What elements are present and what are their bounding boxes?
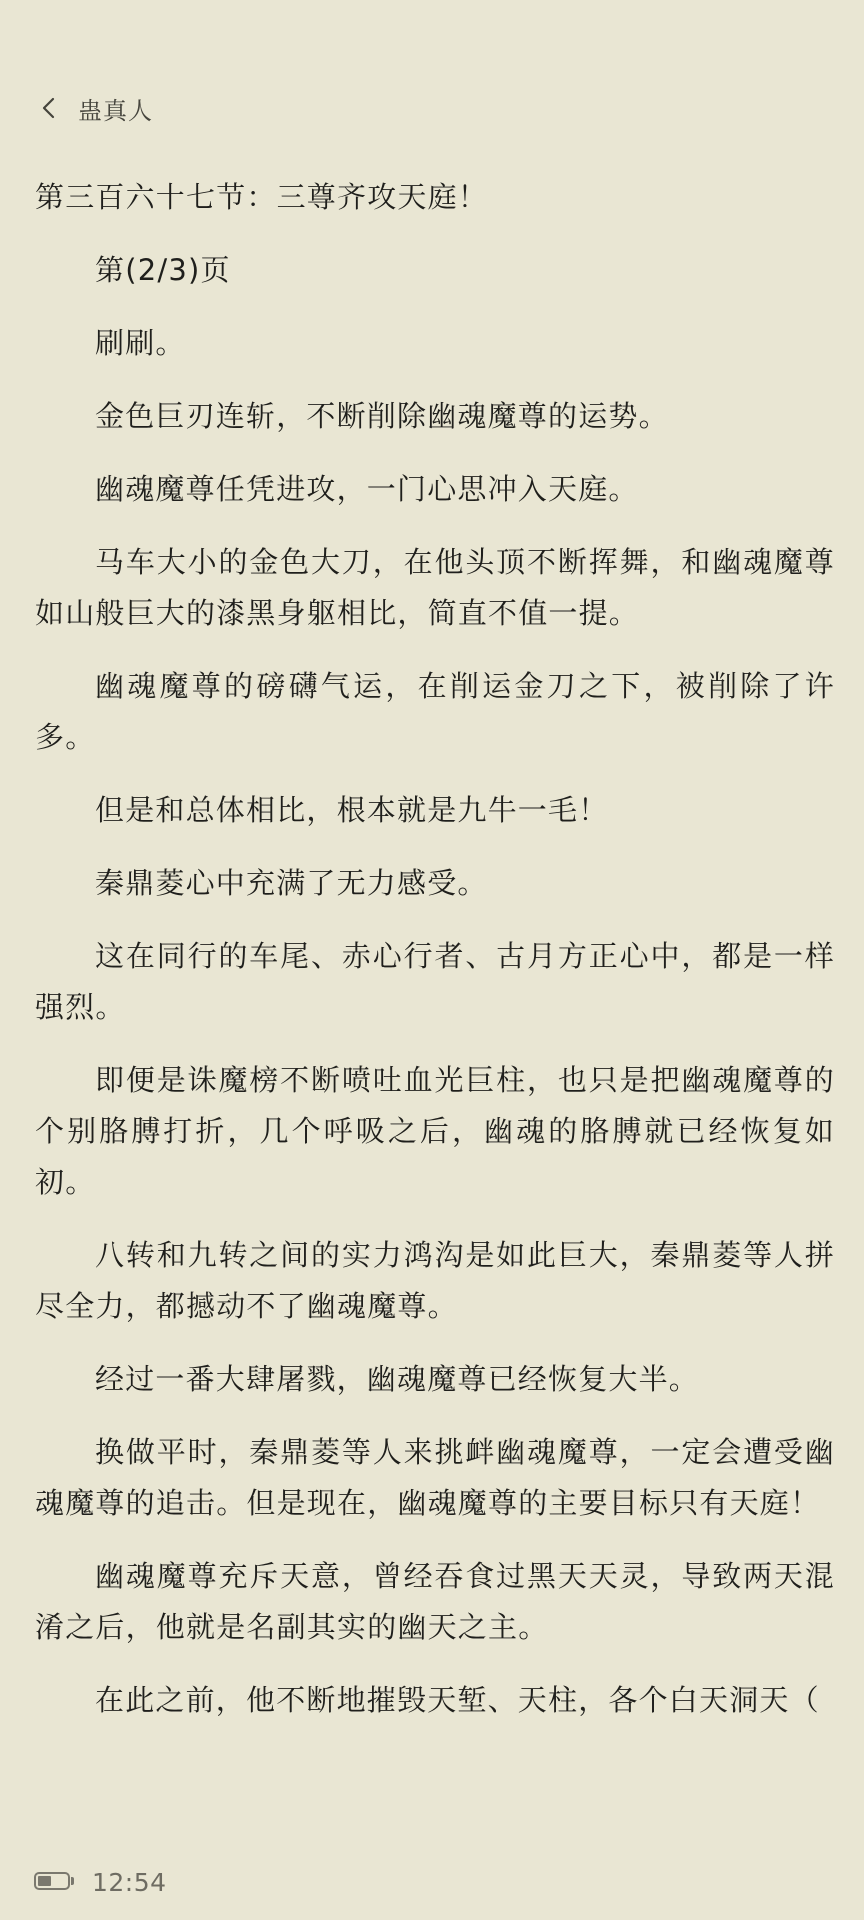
book-title: 蛊真人 — [78, 96, 153, 125]
paragraph: 经过一番大肆屠戮，幽魂魔尊已经恢复大半。 — [95, 1362, 700, 1396]
battery-icon — [34, 1872, 76, 1892]
paragraph: 这在同行的车尾、赤心行者、古月方正心中，都是一样强烈。 — [35, 939, 835, 1024]
paragraph: 幽魂魔尊的磅礴气运，在削运金刀之下，被削除了许多。 — [35, 669, 835, 754]
paragraph: 即便是诛魔榜不断喷吐血光巨柱，也只是把幽魂魔尊的个别胳膊打折，几个呼吸之后，幽魂的胳膊就已经恢复如初。 — [35, 1063, 835, 1199]
status-bar — [34, 1864, 167, 1900]
paragraph: 幽魂魔尊任凭进攻，一门心思冲入天庭。 — [95, 472, 639, 506]
paragraph: 换做平时，秦鼎菱等人来挑衅幽魂魔尊，一定会遭受幽魂魔尊的追击。但是现在，幽魂魔尊的主要目标只有天庭！ — [35, 1435, 835, 1520]
paragraph-list — [35, 245, 835, 1726]
chapter-title: 第三百六十七节：三尊齐攻天庭！ — [35, 180, 489, 214]
paragraph: 金色巨刃连斩，不断削除幽魂魔尊的运势。 — [95, 399, 669, 433]
paragraph: 第(2/3)页 — [95, 253, 231, 287]
paragraph: 八转和九转之间的实力鸿沟是如此巨大，秦鼎菱等人拼尽全力，都撼动不了幽魂魔尊。 — [35, 1238, 835, 1323]
paragraph: 幽魂魔尊充斥天意，曾经吞食过黑天天灵，导致两天混淆之后，他就是名副其实的幽天之主。 — [35, 1559, 835, 1644]
paragraph: 马车大小的金色大刀，在他头顶不断挥舞，和幽魂魔尊如山般巨大的漆黑身躯相比，简直不值一提。 — [35, 545, 835, 630]
paragraph: 秦鼎菱心中充满了无力感受。 — [95, 866, 488, 900]
paragraph: 刷刷。 — [95, 326, 186, 360]
clock: 12:54 — [92, 1867, 167, 1897]
paragraph: 在此之前，他不断地摧毁天堑、天柱，各个白天洞天（ — [95, 1683, 820, 1717]
chapter-content — [35, 172, 835, 1748]
chevron-left-icon[interactable] — [36, 94, 64, 122]
paragraph: 但是和总体相比，根本就是九牛一毛！ — [95, 793, 609, 827]
back-navigation[interactable] — [36, 88, 153, 128]
